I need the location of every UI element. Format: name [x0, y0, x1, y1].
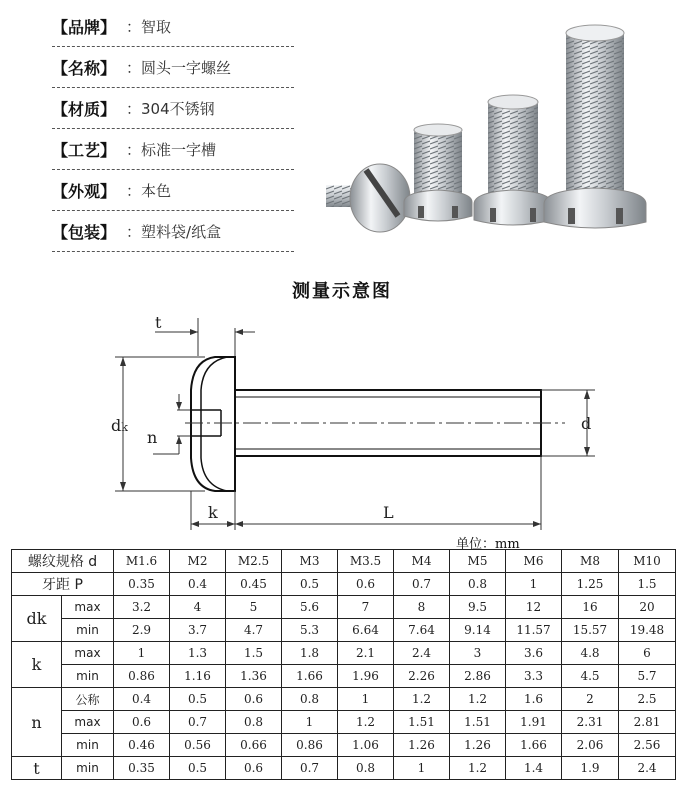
- spec-label: 【工艺】: [52, 140, 117, 160]
- table-cell: 0.6: [114, 711, 170, 734]
- spec-value: ：304不锈钢: [126, 99, 215, 118]
- table-row: [12, 642, 676, 665]
- table-cell: 0.66: [226, 734, 282, 757]
- table-cell: 2.81: [619, 711, 676, 734]
- table-cell: 2.4: [619, 757, 676, 780]
- table-cell: 1.96: [338, 665, 394, 688]
- spec-list: [52, 6, 294, 252]
- table-cell: 8: [394, 596, 450, 619]
- table-cell: 5.7: [619, 665, 676, 688]
- table-row: [12, 734, 676, 757]
- spec-value: ：塑料袋/纸盒: [126, 222, 222, 241]
- table-cell: 1.36: [226, 665, 282, 688]
- table-cell: 0.46: [114, 734, 170, 757]
- table-cell: 6: [619, 642, 676, 665]
- table-cell: 1.2: [394, 688, 450, 711]
- table-row: [12, 665, 676, 688]
- table-cell: 0.7: [394, 573, 450, 596]
- table-sub-label: max: [62, 711, 114, 734]
- spec-row-process: [52, 129, 294, 170]
- spec-row-brand: [52, 6, 294, 47]
- table-cell: 0.8: [338, 757, 394, 780]
- table-sub-label: min: [62, 757, 114, 780]
- product-photo: [318, 20, 678, 252]
- table-cell: 0.6: [226, 757, 282, 780]
- table-cell: 7: [338, 596, 394, 619]
- table-cell: 2.1: [338, 642, 394, 665]
- table-cell: 1: [506, 573, 562, 596]
- table-row: [12, 711, 676, 734]
- table-cell: 0.86: [282, 734, 338, 757]
- spec-value: ：标准一字槽: [126, 140, 217, 159]
- table-sub-label: min: [62, 665, 114, 688]
- table-cell: 1: [394, 757, 450, 780]
- table-cell: 4.5: [562, 665, 619, 688]
- table-cell: 7.64: [394, 619, 450, 642]
- spec-value: ：智取: [126, 17, 172, 36]
- table-cell: 0.35: [114, 573, 170, 596]
- table-cell: 0.5: [170, 757, 226, 780]
- table-cell: 1.2: [338, 711, 394, 734]
- screw-large-illustration: [474, 95, 552, 225]
- table-size-cell: M4: [394, 550, 450, 573]
- table-sub-label: 公称: [62, 688, 114, 711]
- table-cell: 1: [114, 642, 170, 665]
- table-cell: 9.14: [450, 619, 506, 642]
- table-cell: 0.4: [170, 573, 226, 596]
- table-cell: 1.51: [450, 711, 506, 734]
- table-cell: 0.45: [226, 573, 282, 596]
- table-cell: 0.6: [338, 573, 394, 596]
- label-k: k: [208, 503, 218, 522]
- diagram-title: 测量示意图: [292, 281, 392, 302]
- table-size-cell: M5: [450, 550, 506, 573]
- table-row: [12, 573, 676, 596]
- table-cell: 0.7: [282, 757, 338, 780]
- table-cell: 4.8: [562, 642, 619, 665]
- unit-label: 单位：mm: [456, 537, 520, 552]
- table-sub-label: min: [62, 734, 114, 757]
- table-cell: 3.6: [506, 642, 562, 665]
- table-cell: 3.2: [114, 596, 170, 619]
- table-cell: 1.9: [562, 757, 619, 780]
- table-cell: 3: [450, 642, 506, 665]
- table-cell: 4: [170, 596, 226, 619]
- table-size-cell: M2: [170, 550, 226, 573]
- dimension-table: [11, 549, 676, 780]
- table-cell: 11.57: [506, 619, 562, 642]
- label-d: d: [581, 414, 592, 433]
- table-group-label: n: [12, 688, 62, 757]
- label-dk-sub: k: [121, 421, 128, 434]
- table-cell: 2.56: [619, 734, 676, 757]
- screw-medium-illustration: [404, 124, 472, 221]
- table-cell: 1.6: [506, 688, 562, 711]
- table-cell: 1.2: [450, 757, 506, 780]
- table-cell: 5.3: [282, 619, 338, 642]
- table-cell: 1.25: [562, 573, 619, 596]
- table-cell: 1: [338, 688, 394, 711]
- table-cell: 1.06: [338, 734, 394, 757]
- table-cell: 1.5: [619, 573, 676, 596]
- spec-value: ：圆头一字螺丝: [126, 58, 232, 77]
- table-cell: 0.35: [114, 757, 170, 780]
- table-cell: 1.66: [506, 734, 562, 757]
- table-size-cell: M3.5: [338, 550, 394, 573]
- spec-label: 【品牌】: [52, 17, 117, 37]
- spec-row-material: [52, 88, 294, 129]
- label-t: t: [155, 313, 162, 332]
- table-cell: 2.26: [394, 665, 450, 688]
- table-cell: 19.48: [619, 619, 676, 642]
- spec-label: 【名称】: [52, 58, 117, 78]
- table-size-cell: M3: [282, 550, 338, 573]
- svg-text:dk: [111, 416, 128, 435]
- table-cell: 3.3: [506, 665, 562, 688]
- table-header-row: [12, 550, 676, 573]
- table-cell: 0.5: [282, 573, 338, 596]
- table-cell: 1.16: [170, 665, 226, 688]
- table-cell: 0.56: [170, 734, 226, 757]
- table-cell: 1.66: [282, 665, 338, 688]
- table-sub-label: max: [62, 596, 114, 619]
- table-cell: 1.4: [506, 757, 562, 780]
- spec-row-name: [52, 47, 294, 88]
- table-cell: 0.5: [170, 688, 226, 711]
- table-cell: 12: [506, 596, 562, 619]
- table-cell: 2.86: [450, 665, 506, 688]
- table-cell: 2.06: [562, 734, 619, 757]
- table-cell: 1.8: [282, 642, 338, 665]
- spec-label: 【包装】: [52, 222, 117, 242]
- label-L: L: [383, 503, 394, 522]
- table-cell: 1.26: [450, 734, 506, 757]
- table-row: [12, 757, 676, 780]
- table-group-label: k: [12, 642, 62, 688]
- table-cell: 0.6: [226, 688, 282, 711]
- table-cell: 1.3: [170, 642, 226, 665]
- measurement-diagram: [95, 308, 615, 538]
- table-size-cell: M8: [562, 550, 619, 573]
- spec-row-appearance: [52, 170, 294, 211]
- screw-longest-illustration: [544, 25, 646, 228]
- table-row: [12, 688, 676, 711]
- table-cell: 0.86: [114, 665, 170, 688]
- table-row: [12, 596, 676, 619]
- table-cell: 16: [562, 596, 619, 619]
- table-size-cell: M2.5: [226, 550, 282, 573]
- table-cell: 4.7: [226, 619, 282, 642]
- table-cell: 1: [282, 711, 338, 734]
- label-n: n: [147, 428, 158, 447]
- table-cell: 1.51: [394, 711, 450, 734]
- table-cell: 1.5: [226, 642, 282, 665]
- table-pitch-label: 牙距 P: [12, 573, 114, 596]
- table-cell: 2.9: [114, 619, 170, 642]
- table-size-cell: M10: [619, 550, 676, 573]
- table-cell: 2.5: [619, 688, 676, 711]
- table-cell: 1.26: [394, 734, 450, 757]
- table-cell: 2.31: [562, 711, 619, 734]
- table-cell: 0.8: [226, 711, 282, 734]
- table-sub-label: min: [62, 619, 114, 642]
- table-size-cell: M6: [506, 550, 562, 573]
- table-cell: 2: [562, 688, 619, 711]
- spec-value: ：本色: [126, 181, 172, 200]
- table-group-label: t: [12, 757, 62, 780]
- table-sub-label: max: [62, 642, 114, 665]
- spec-row-packaging: [52, 211, 294, 252]
- table-row: [12, 619, 676, 642]
- table-cell: 20: [619, 596, 676, 619]
- table-cell: 2.4: [394, 642, 450, 665]
- table-cell: 1.2: [450, 688, 506, 711]
- table-header-label: 螺纹规格 d: [12, 550, 114, 573]
- table-cell: 6.64: [338, 619, 394, 642]
- table-cell: 5.6: [282, 596, 338, 619]
- table-cell: 5: [226, 596, 282, 619]
- table-group-label: dk: [12, 596, 62, 642]
- table-cell: 0.4: [114, 688, 170, 711]
- table-cell: 0.8: [282, 688, 338, 711]
- table-cell: 3.7: [170, 619, 226, 642]
- label-dk-main: d: [111, 416, 122, 435]
- spec-label: 【外观】: [52, 181, 117, 201]
- table-size-cell: M1.6: [114, 550, 170, 573]
- table-cell: 15.57: [562, 619, 619, 642]
- screw-small-illustration: [326, 164, 410, 232]
- table-cell: 0.7: [170, 711, 226, 734]
- spec-label: 【材质】: [52, 99, 117, 119]
- table-cell: 0.8: [450, 573, 506, 596]
- table-cell: 1.91: [506, 711, 562, 734]
- table-cell: 9.5: [450, 596, 506, 619]
